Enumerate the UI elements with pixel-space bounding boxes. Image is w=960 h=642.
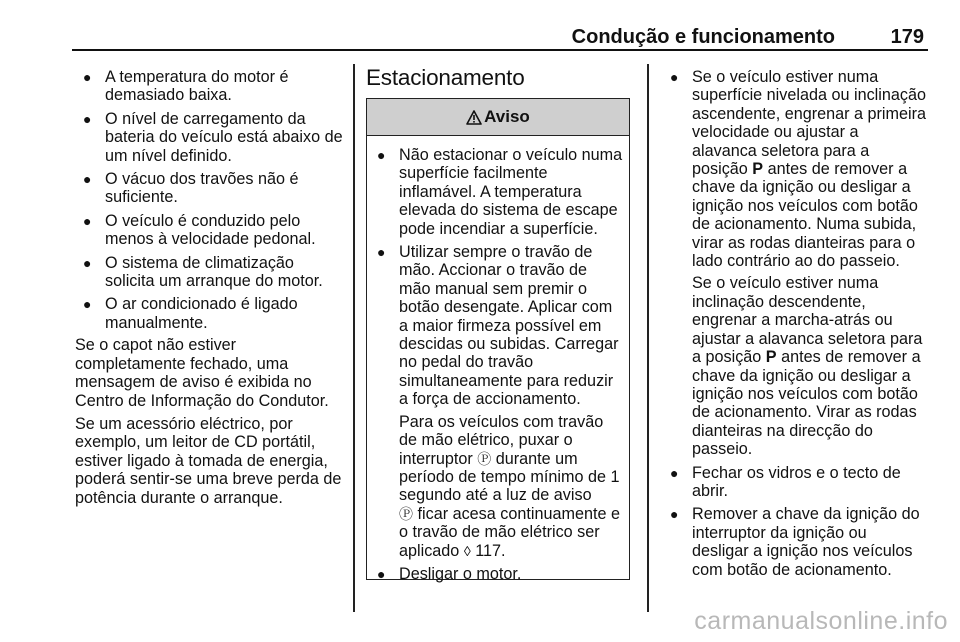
bullet-icon: ● — [83, 69, 92, 85]
list-item: ● Desligar o motor. — [377, 564, 522, 583]
list-item: ● O sistema de climatização solicita um arranque do motor. — [83, 253, 323, 291]
list-item: ● O nível de carregamento da bateria do veículo está abaixo de um nível definido. — [83, 109, 343, 165]
bullet-icon: ● — [377, 147, 386, 163]
bullet-icon: ● — [83, 296, 92, 313]
bullet-icon: ● — [83, 254, 92, 271]
warning-content — [371, 146, 623, 588]
gear-position-p: P — [752, 160, 764, 179]
paragraph-hood: Se o capot não estiver completamente fechado, uma mensagem de aviso é exibida no Centro de Informação do Condutor. — [75, 336, 329, 410]
list-item: ● Fechar os vidros e o tecto de abrir. — [670, 463, 901, 500]
list-item: ● O vácuo dos travões não é suficiente. — [83, 170, 299, 207]
page-header — [0, 24, 960, 50]
list-item: ● Remover a chave da ignição do interruptor da ignição ou desligar a ignição nos veículos com botão de acionamento. — [670, 505, 920, 579]
downhill-note: Se o veículo estiver numa inclinação descendente, engrenar a marcha-atrás ou ajustar a alavanca seletora para a posição P antes de remover a chave da ignição ou desligar a ignição nos veículos com botão de acionamento. Virar as rodas dianteiras na direcção do passeio. — [692, 274, 923, 459]
list-item: ● Utilizar sempre o travão de mão. Accionar o travão de mão manual sem premir o botão desengate. Aplicar com a maior firmeza possível em descidas ou subidas. Carregar no pedal do travão simultaneamente para reduzir a força de accionamento. Para os veículos com travão de mão elétrico, puxar o interruptor Ⓟ durante um período de tempo mínimo de 1 segundo até a luz de aviso Ⓟ ficar acesa continuamente e o travão de mão elétrico ser aplicado ◊ 117. — [371, 243, 623, 560]
parking-brake-icon: Ⓟ — [399, 505, 413, 522]
list-item: ● Não estacionar o veículo numa superfície facilmente inflamável. A temperatura elevada do sistema de escape pode incendiar a superfície. — [377, 146, 623, 238]
electric-parkbrake-note: Para os veículos com travão de mão elétrico, puxar o interruptor Ⓟ durante um período de tempo mínimo de 1 segundo até a luz de aviso Ⓟ ficar acesa continuamente e o travão de mão elétrico ser aplicado ◊ 117. — [399, 412, 620, 560]
header-rule — [72, 49, 928, 51]
bullet-icon: ● — [670, 69, 679, 85]
bullet-icon: ● — [670, 464, 679, 481]
watermark: carmanualsonline.info — [694, 607, 948, 635]
list-item: ● O ar condicionado é ligado manualmente. — [83, 295, 298, 332]
column-divider-1 — [353, 64, 355, 612]
column-1 — [75, 68, 343, 512]
bullet-icon: ● — [377, 565, 386, 582]
section-title: Estacionamento — [366, 65, 525, 90]
warning-header — [366, 98, 630, 136]
paragraph-accessory: Se um acessório eléctrico, por exemplo, um leitor de CD portátil, estiver ligado à tomada de energia, poderá sentir-se uma breve perda de potência durante o arranque. — [75, 414, 342, 507]
bullet-icon: ● — [83, 212, 92, 229]
warning-triangle-icon — [466, 110, 482, 125]
warning-list — [371, 146, 623, 583]
footer — [0, 607, 960, 642]
warning-label: Aviso — [484, 107, 530, 126]
chapter-title: Condução e funcionamento — [571, 26, 835, 48]
bullet-icon: ● — [670, 506, 679, 523]
gear-position-p: P — [765, 348, 777, 367]
page-number: 179 — [890, 26, 924, 48]
column-2 — [366, 64, 630, 92]
parking-brake-icon: Ⓟ — [477, 450, 492, 467]
bullet-icon: ● — [83, 171, 92, 188]
parking-steps-list — [662, 68, 926, 579]
conditions-list — [75, 68, 343, 332]
column-divider-2 — [647, 64, 649, 612]
list-item: ● Se o veículo estiver numa superfície nivelada ou inclinação ascendente, engrenar a primeira velocidade ou ajustar a alavanca seletora para a posição P antes de remover a chave da ignição ou desligar a ignição nos veículos com botão de acionamento. Numa subida, virar as rodas dianteiras para o lado contrário ao do passeio. Se o veículo estiver numa inclinação descendente, engrenar a marcha-atrás ou ajustar a alavanca seletora para a posição P antes de remover a chave da ignição ou desligar a ignição nos veículos com botão de acionamento. Virar as rodas dianteiras na direcção do passeio. — [670, 68, 926, 459]
list-item: ● O veículo é conduzido pelo menos à velocidade pedonal. — [83, 211, 316, 249]
list-item: ● A temperatura do motor é demasiado baixa. — [83, 68, 289, 105]
page-reference: 117. — [475, 541, 506, 560]
column-3 — [662, 68, 926, 584]
page-reference-icon: ◊ — [463, 542, 471, 559]
bullet-icon: ● — [377, 244, 386, 261]
bullet-icon: ● — [83, 110, 92, 127]
